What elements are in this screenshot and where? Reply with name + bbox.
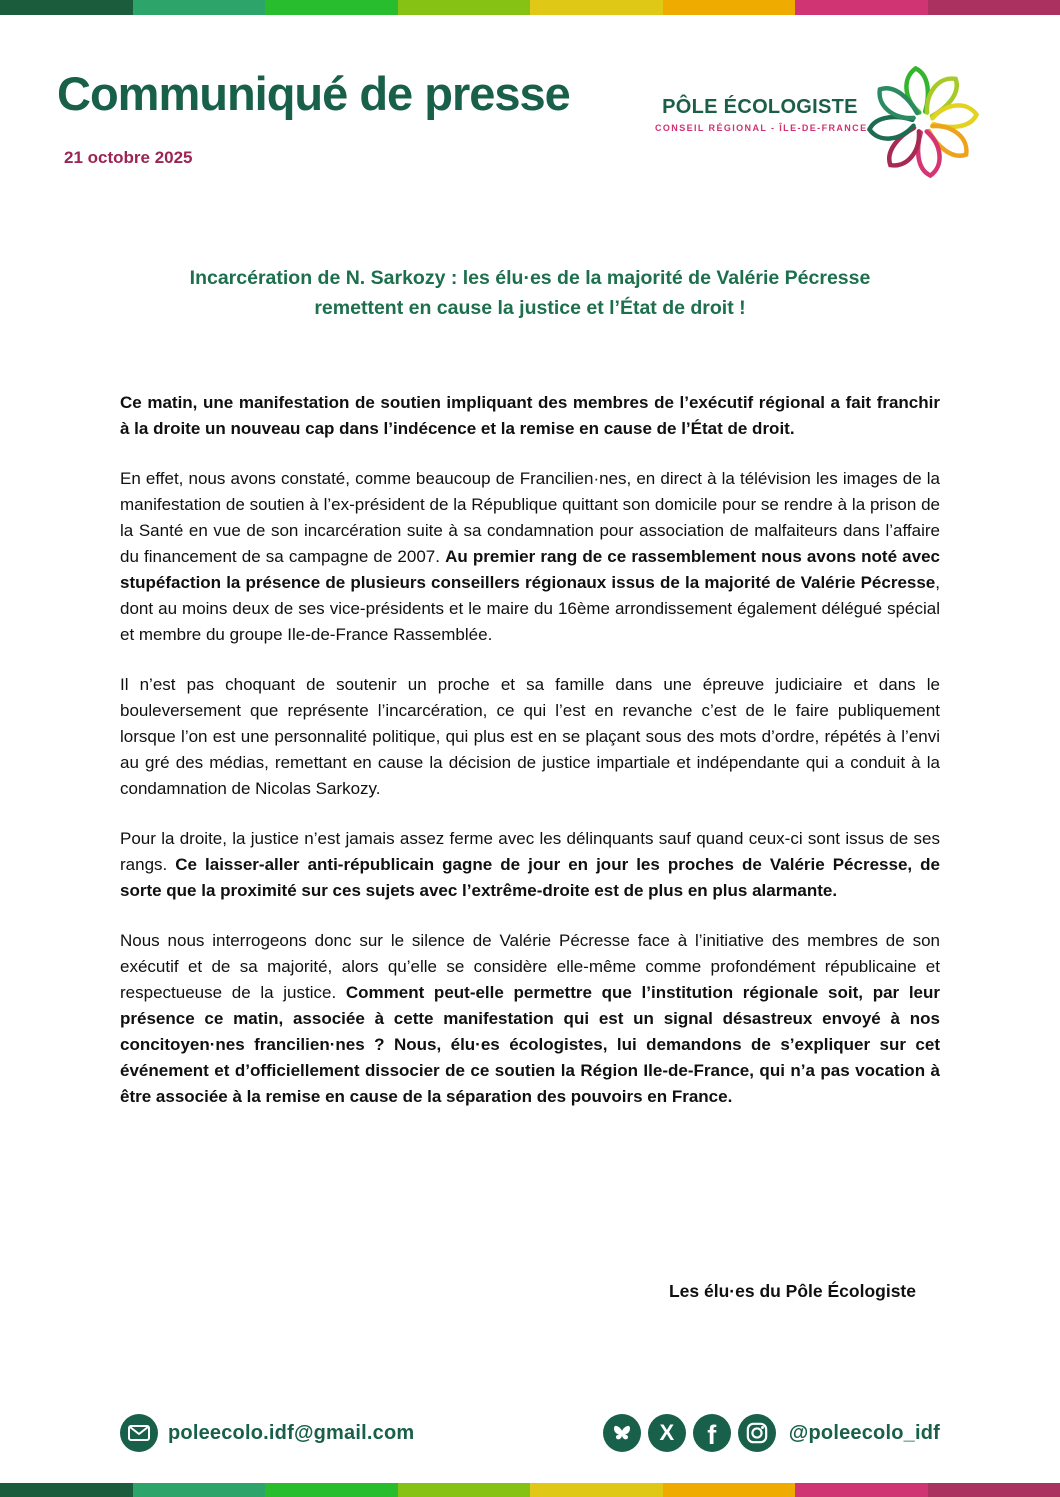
bottom-color-bar [0,1483,1060,1497]
color-stripe [928,0,1060,15]
footer-email[interactable] [120,1414,414,1452]
footer-email-text[interactable]: poleecolo.idf@gmail.com [168,1421,415,1444]
color-stripe [0,0,133,15]
paragraph: Ce matin, une manifestation de soutien impliquant des membres de l’exécutif régional a fait franchir à la droite un nouveau cap dans l’indécence et la remise en cause de l’État de droit. [120,393,940,438]
paragraph: Pour la droite, la justice n’est jamais assez ferme avec les délinquants sauf quand ceux-ci sont issus de ses rangs. Ce laisser-aller anti-républicain gagne de jour en jour les proches de Valérie Pécresse, de sorte que la proximité sur ces sujets avec l’extrême-droite est de plus en plus alarmante. [120,829,940,900]
color-stripe [265,1483,398,1497]
color-stripe [265,0,398,15]
footer-social [603,1414,940,1452]
org-logo [655,96,868,133]
document-title: Communiqué de presse [57,67,570,120]
paragraph: En effet, nous avons constaté, comme beaucoup de Francilien·nes, en direct à la télévision les images de la manifestation de soutien à l’ex-président de la République quittant son domicile pour se rendre à la prison de la Santé en vue de son incarcération suite à sa condamnation pour association de malfaiteurs dans l’affaire du financement de sa campagne de 2007. Au premier rang de ce rassemblement nous avons noté avec stupéfaction la présence de plusieurs conseillers régionaux issus de la majorité de Valérie Pécresse, dont au moins deux de ses vice-présidents et le maire du 16ème arrondissement également délégué spécial et membre du groupe Ile-de-France Rassemblée. [120,469,940,644]
color-stripe [663,1483,796,1497]
org-name: PÔLE ÉCOLOGISTE [662,96,858,118]
color-stripe [0,1483,133,1497]
flower-petals-logo-icon [853,48,993,188]
color-stripe [795,0,928,15]
color-stripe [530,1483,663,1497]
org-subtitle: CONSEIL RÉGIONAL - ÎLE-DE-FRANCE [655,123,868,133]
color-stripe [928,1483,1060,1497]
color-stripe [795,1483,928,1497]
x-icon[interactable]: X [648,1414,686,1452]
color-stripe [133,0,266,15]
footer [120,1408,940,1458]
color-stripe [530,0,663,15]
paragraph: Nous nous interrogeons donc sur le silence de Valérie Pécresse face à l’initiative des membres de son exécutif et de sa majorité, alors qu’elle se considère elle-même comme profondément républicaine et respectueuse de la justice. Comment peut-elle permettre que l’institution régionale soit, par leur présence ce matin, associée à cette manifestation qui est un signal désastreux envoyé à nos concitoyen·nes francilien·nes ? Nous, élu·es écologistes, lui demandons de s’expliquer sur cet événement et d’officiellement dissocier de ce soutien la Région Ile-de-France, qui n’a pas vocation à être associée à la remise en cause de la séparation des pouvoirs en France. [120,931,941,1106]
color-stripe [398,1483,531,1497]
instagram-icon[interactable] [738,1414,776,1452]
facebook-icon[interactable]: f [693,1414,731,1452]
color-stripe [133,1483,266,1497]
document-date: 21 octobre 2025 [64,148,193,167]
bluesky-icon[interactable] [603,1414,641,1452]
body-text [120,390,940,1134]
color-stripe [663,0,796,15]
top-color-bar [0,0,1060,15]
mail-icon[interactable] [120,1414,158,1452]
color-stripe [398,0,531,15]
footer-social-handle[interactable]: @poleecolo_idf [788,1421,940,1444]
paragraph: Il n’est pas choquant de soutenir un proche et sa famille dans une épreuve judiciaire et dans le bouleversement que représente l’incarcération, ce qui l’est en revanche c’est de le faire publiquement lorsque l’on est une personnalité politique, qui plus est en se plaçant sous des mots d’ordre, répétés à l’envi au gré des médias, remettant en cause la décision de justice impartiale et indépendante qui a conduit à la condamnation de Nicolas Sarkozy. [120,675,940,798]
press-release-headline: Incarcération de N. Sarkozy : les élu·es de la majorité de Valérie Pécresse remettent en cause la justice et l’État de droit ! [189,267,871,319]
signature: Les élu·es du Pôle Écologiste [668,1281,916,1301]
